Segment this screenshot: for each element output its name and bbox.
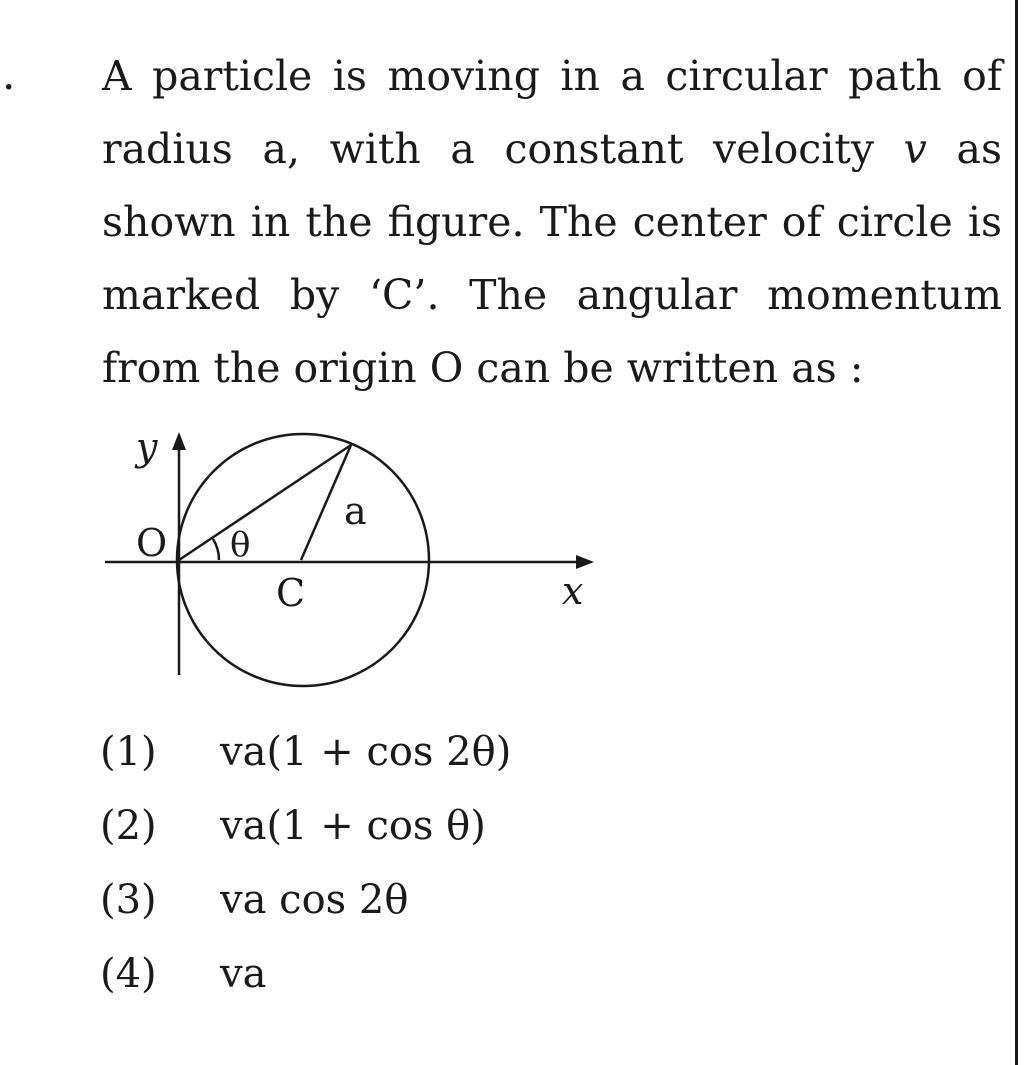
question-line-2 (102, 113, 1002, 186)
answer-options (100, 722, 511, 1018)
option-1[interactable] (100, 722, 511, 796)
center-label: C (276, 571, 306, 615)
question-text (102, 40, 1002, 405)
option-3-expression: va cos 2θ (220, 877, 409, 923)
question-line-4: marked by ‘C’. The angular momentum (102, 271, 1002, 319)
option-1-number: (1) (100, 729, 157, 775)
option-1-expression: va(1 + cos 2θ) (220, 729, 512, 775)
x-axis-label: x (562, 569, 584, 613)
question-line-2-end: as (956, 125, 1002, 173)
question-line-3: shown in the figure. The center of circle is (102, 198, 1002, 246)
option-3-number: (3) (100, 877, 157, 923)
page-border-right (1015, 0, 1018, 1065)
circle-figure (100, 420, 610, 700)
option-2-expression: va(1 + cos θ) (220, 803, 486, 849)
option-4-number: (4) (100, 951, 157, 997)
question-line-1: A particle is moving in a circular path of (102, 52, 1002, 100)
y-axis-label: y (136, 425, 158, 469)
option-2-number: (2) (100, 803, 157, 849)
circular-path (177, 434, 429, 686)
question-bullet: . (2, 50, 16, 99)
question-line-2-text: radius a, with a constant velocity (102, 125, 874, 173)
y-axis-arrow (172, 432, 186, 450)
angle-label: θ (230, 525, 251, 565)
option-4-expression: va (220, 951, 267, 997)
option-2[interactable] (100, 796, 511, 870)
angle-arc (213, 539, 219, 560)
radius-label: a (344, 489, 367, 533)
origin-label: O (136, 521, 168, 565)
option-4[interactable] (100, 944, 511, 1018)
question-line-5: from the origin O can be written as : (102, 344, 864, 392)
x-axis-arrow (576, 555, 594, 569)
option-3[interactable] (100, 870, 511, 944)
velocity-symbol: v (903, 125, 927, 173)
